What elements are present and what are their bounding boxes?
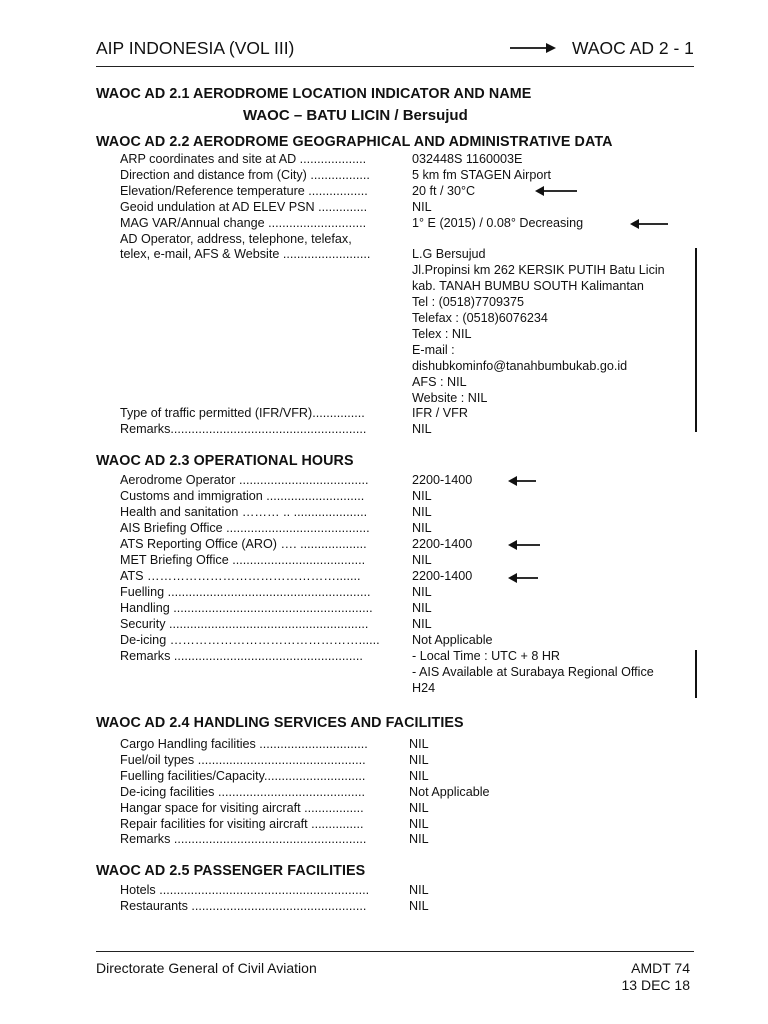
row-value: NIL [409,737,429,751]
row-value: NIL [409,883,429,897]
row-value: NIL [409,768,429,783]
footer-date: 13 DEC 18 [621,977,690,993]
row-value: 20 ft / 30°C [412,183,476,198]
row-label: Handling ......................................................... [120,601,373,615]
row-value: NIL [409,898,429,913]
row-label: Type of traffic permitted (IFR/VFR)............... [120,406,365,421]
footer-rule [96,951,694,952]
section-2-1-title: WAOC AD 2.1 AERODROME LOCATION INDICATOR AND NAME [96,86,532,102]
row-label: Elevation/Reference temperature ................. [120,183,368,198]
row-label: Remarks........................................................ [120,422,367,437]
row-label: MAG VAR/Annual change ............................ [120,215,367,230]
row-label: Security ......................................................... [120,617,369,631]
row-value: - AIS Available at Surabaya Regional Office [412,665,654,679]
row-value: 032448S 1160003E [412,152,523,166]
row-value: 2200-1400 [412,473,473,487]
row-value: NIL [412,585,432,599]
footer-org: Directorate General of Civil Aviation [96,960,317,976]
row-label: ARP coordinates and site at AD ................... [120,152,367,166]
row-label: De-icing ………………………………………...... [120,633,380,647]
change-arrow-icon [508,539,540,551]
row-value: Website : NIL [412,390,488,405]
row-label: Geoid undulation at AD ELEV PSN .............. [120,199,368,214]
row-value: 5 km fm STAGEN Airport [412,167,552,182]
row-value: NIL [412,617,432,631]
row-label: Remarks ...................................................... [120,649,363,663]
row-label: Fuel/oil types ................................................ [120,752,366,767]
row-value: Tel : (0518)7709375 [412,295,525,310]
row-value: NIL [412,553,432,567]
row-value: kab. TANAH BUMBU SOUTH Kalimantan [412,279,644,294]
row-value: 2200-1400 [412,569,473,583]
row-value: NIL [412,505,432,519]
footer-amendment: AMDT 74 [631,960,690,976]
section-2-2-title: WAOC AD 2.2 AERODROME GEOGRAPHICAL AND ADMINISTRATIVE DATA [96,134,613,150]
row-label: Hotels ............................................................ [120,883,370,897]
row-label: Customs and immigration ............................ [120,489,365,503]
row-label: Remarks ....................................................... [120,832,367,847]
row-label: Restaurants .................................................. [120,898,367,913]
row-label: MET Briefing Office ...................................... [120,553,366,567]
row-label: Fuelling facilities/Capacity............................. [120,768,366,783]
section-2-4-title: WAOC AD 2.4 HANDLING SERVICES AND FACILITIES [96,715,464,731]
row-value: NIL [409,832,429,847]
row-value: dishubkominfo@tanahbumbukab.go.id [412,358,628,373]
section-2-3-title: WAOC AD 2.3 OPERATIONAL HOURS [96,453,354,469]
row-value: IFR / VFR [412,406,468,421]
change-arrow-icon [630,218,668,230]
row-value: 1° E (2015) / 0.08° Decreasing [412,215,584,230]
row-label: ATS Reporting Office (ARO) …. ................... [120,537,367,551]
row-label: Health and sanitation ……… .. ..................... [120,505,368,519]
row-value: AFS : NIL [412,374,467,389]
section-2-5-title: WAOC AD 2.5 PASSENGER FACILITIES [96,863,366,879]
row-label: Repair facilities for visiting aircraft ............... [120,816,364,831]
aerodrome-name: WAOC – BATU LICIN / Bersujud [243,107,468,124]
change-arrow-icon [508,572,538,584]
row-value: NIL [412,199,432,214]
change-bar [695,248,697,432]
row-label: telex, e-mail, AFS & Website ......................... [120,247,371,262]
row-value: E-mail : [412,342,455,357]
right-arrow-icon [510,42,556,54]
header-title-right: WAOC AD 2 - 1 [572,38,694,58]
row-value: Telex : NIL [412,326,472,341]
row-label: Direction and distance from (City) ................. [120,167,370,182]
header-rule [96,66,694,67]
row-value: NIL [412,489,432,503]
change-bar [695,650,697,698]
change-arrow-icon [535,185,577,197]
row-label: AIS Briefing Office ......................................... [120,521,370,535]
row-label: AD Operator, address, telephone, telefax, [120,231,352,246]
row-value: NIL [409,752,429,767]
row-label: De-icing facilities .......................................... [120,784,365,799]
row-value: 2200-1400 [412,537,473,551]
row-label: Aerodrome Operator ..................................... [120,473,369,487]
row-label: ATS ………………………………………....... [120,569,361,583]
row-value: Not Applicable [412,633,493,647]
change-arrow-icon [508,475,536,487]
row-value: H24 [412,681,436,695]
row-value: NIL [409,800,429,815]
row-value: NIL [412,601,432,615]
row-value: Telefax : (0518)6076234 [412,311,548,325]
header-title-left: AIP INDONESIA (VOL III) [96,38,295,58]
row-value: NIL [412,422,432,437]
row-label: Hangar space for visiting aircraft ................. [120,800,364,815]
row-label: Cargo Handling facilities ............................... [120,737,368,751]
row-value: Not Applicable [409,784,490,799]
row-value: NIL [412,521,432,535]
row-value: NIL [409,816,429,831]
row-value: Jl.Propinsi km 262 KERSIK PUTIH Batu Licin [412,263,665,278]
row-value: - Local Time : UTC + 8 HR [412,649,561,663]
row-value: L.G Bersujud [412,247,486,262]
row-label: Fuelling .......................................................... [120,585,371,599]
